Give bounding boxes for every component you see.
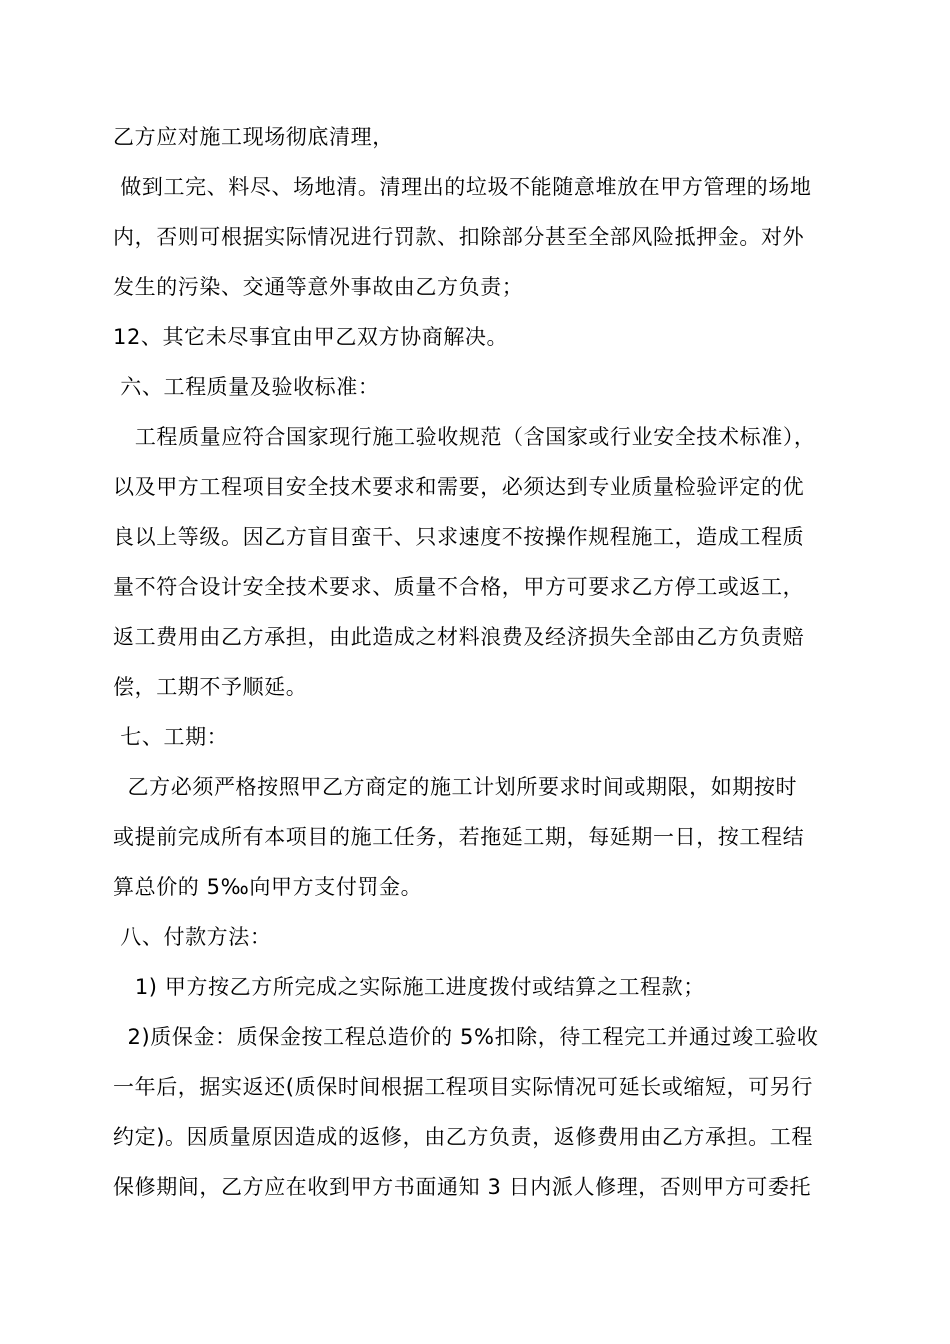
section-heading: 七、工期： bbox=[113, 725, 229, 749]
text-line: 2)质保金：质保金按工程总造价的 5%扣除，待工程完工并通过竣工验收 bbox=[113, 1025, 819, 1049]
text-line: 偿，工期不予顺延。 bbox=[113, 675, 308, 699]
text-line: 发生的污染、交通等意外事故由乙方负责； bbox=[113, 275, 524, 299]
text-line: 1) 甲方按乙方所完成之实际施工进度拨付或结算之工程款； bbox=[113, 975, 705, 999]
text-line: 约定)。因质量原因造成的返修，由乙方负责，返修费用由乙方承担。工程 bbox=[113, 1125, 813, 1149]
text-line: 良以上等级。因乙方盲目蛮干、只求速度不按操作规程施工，造成工程质 bbox=[113, 525, 805, 549]
text-line: 内，否则可根据实际情况进行罚款、扣除部分甚至全部风险抵押金。对外 bbox=[113, 225, 805, 249]
section-heading: 六、工程质量及验收标准： bbox=[113, 375, 380, 399]
text-line: 返工费用由乙方承担，由此造成之材料浪费及经济损失全部由乙方负责赔 bbox=[113, 625, 805, 649]
text-line: 一年后，据实返还(质保时间根据工程项目实际情况可延长或缩短，可另行 bbox=[113, 1075, 813, 1099]
section-heading: 八、付款方法： bbox=[113, 925, 272, 949]
text-line: 量不符合设计安全技术要求、质量不合格，甲方可要求乙方停工或返工， bbox=[113, 575, 805, 599]
text-line: 做到工完、料尽、场地清。清理出的垃圾不能随意堆放在甲方管理的场地 bbox=[113, 175, 812, 199]
text-line: 以及甲方工程项目安全技术要求和需要，必须达到专业质量检验评定的优 bbox=[113, 475, 805, 499]
text-line: 算总价的 5‰向甲方支付罚金。 bbox=[113, 875, 423, 899]
text-line: 保修期间，乙方应在收到甲方书面通知 3 日内派人修理，否则甲方可委托 bbox=[113, 1175, 812, 1199]
text-line: 工程质量应符合国家现行施工验收规范（含国家或行业安全技术标准）， bbox=[113, 425, 816, 449]
text-line: 乙方必须严格按照甲乙方商定的施工计划所要求时间或期限，如期按时 bbox=[113, 775, 798, 799]
text-line: 12、其它未尽事宜由甲乙双方协商解决。 bbox=[113, 325, 509, 349]
text-line: 乙方应对施工现场彻底清理， bbox=[113, 125, 394, 149]
text-line: 或提前完成所有本项目的施工任务，若拖延工期，每延期一日，按工程结 bbox=[113, 825, 805, 849]
